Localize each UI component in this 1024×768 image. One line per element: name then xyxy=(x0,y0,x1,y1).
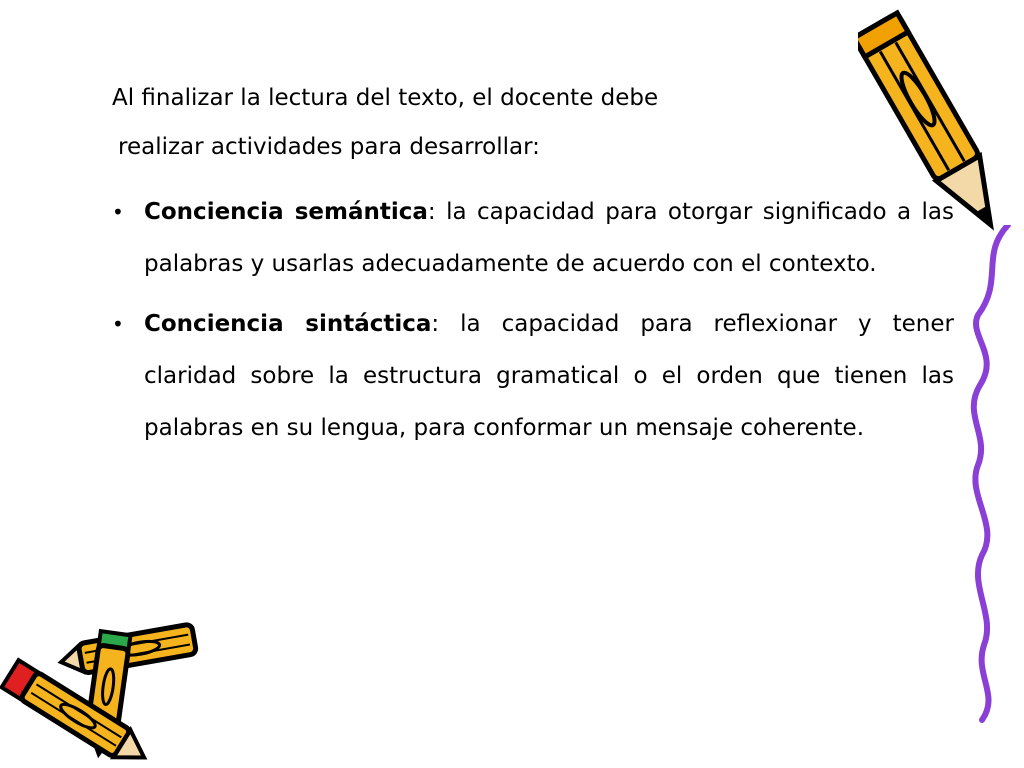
bullet-term: Conciencia sintáctica xyxy=(144,311,432,337)
intro-paragraph xyxy=(112,74,812,172)
bullet-dot-icon: • xyxy=(112,200,124,224)
intro-line-1: Al finalizar la lectura del texto, el docente debe xyxy=(112,85,659,111)
crossed-pencils-icon xyxy=(0,615,210,765)
bullet-item-syntactic xyxy=(112,298,954,454)
wavy-border-line xyxy=(960,225,1020,725)
pencil-icon xyxy=(858,0,1008,250)
bullet-term: Conciencia semántica xyxy=(144,199,428,225)
bullet-text: : la capacidad para reflexionar y tener claridad sobre la estructura gramatical o el orden que tienen las palabras en su lengua, para conformar un mensaje coherente. xyxy=(144,311,954,441)
intro-line-2: realizar actividades para desarrollar: xyxy=(118,134,540,160)
bullet-dot-icon: • xyxy=(112,312,124,336)
bullet-text: : la capacidad para otorgar significado a las palabras y usarlas adecuadamente de acuerdo con el contexto. xyxy=(144,199,954,277)
bullet-item-semantic xyxy=(112,186,954,290)
bullet-list xyxy=(112,186,954,462)
